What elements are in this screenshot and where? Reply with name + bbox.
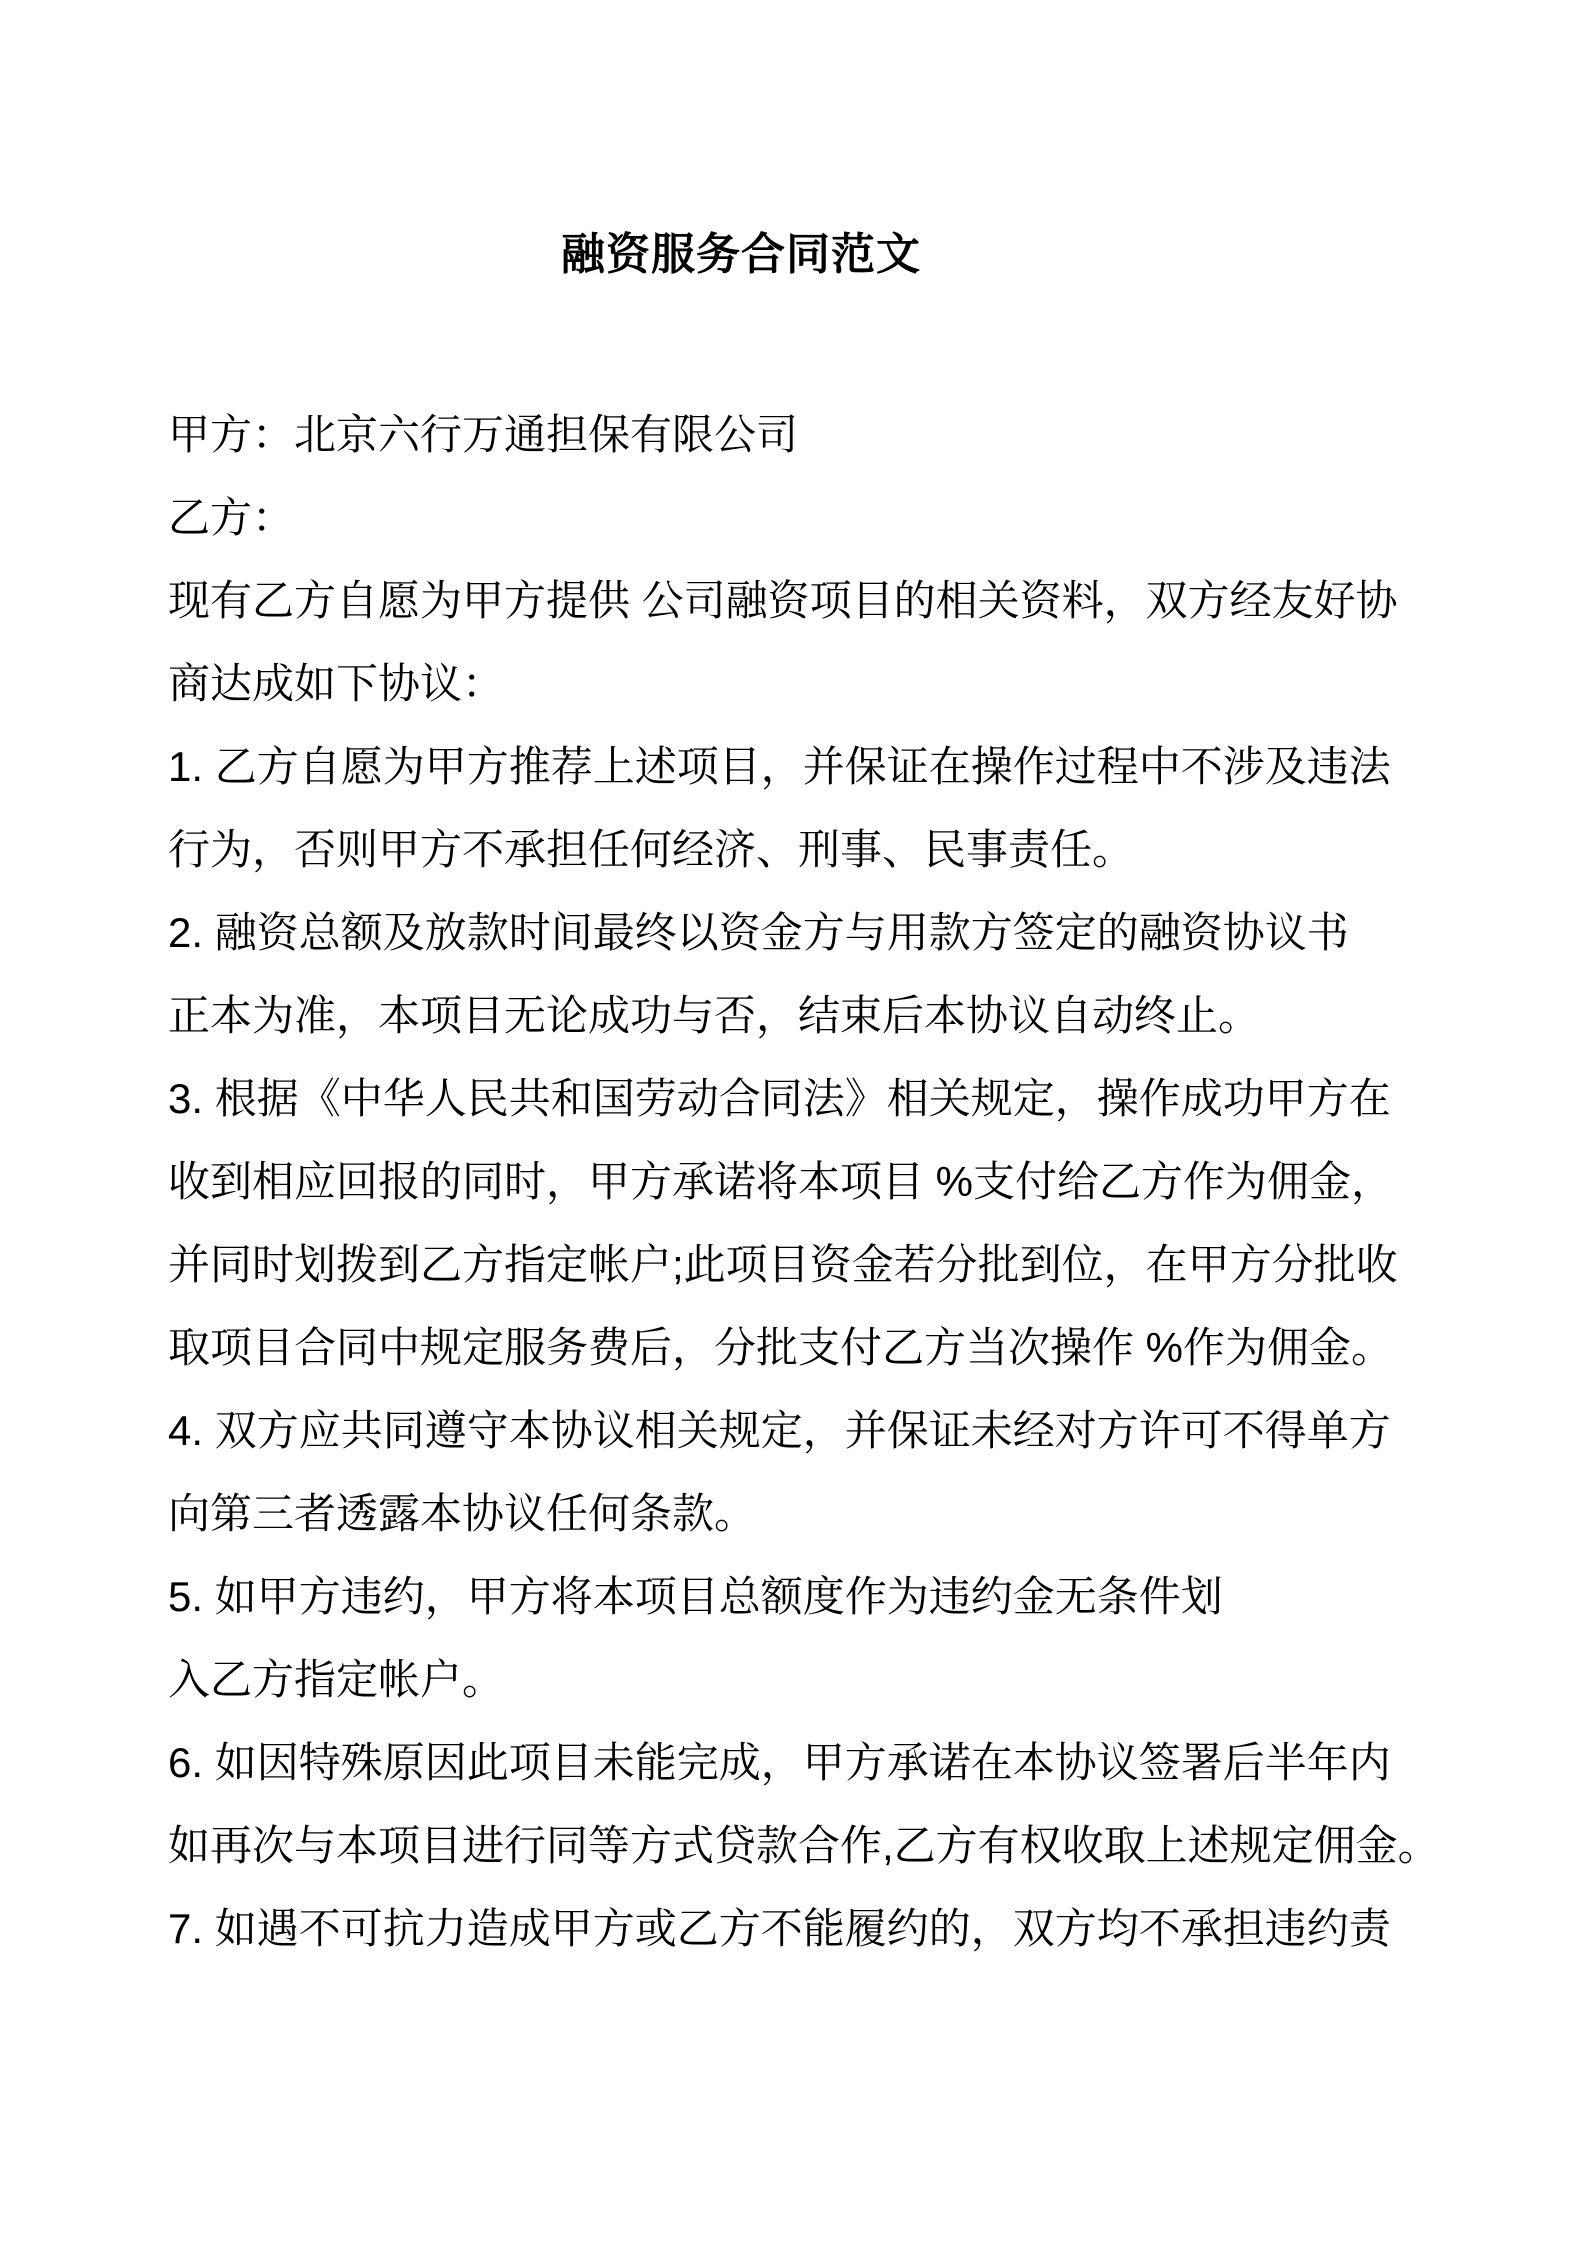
document-title: 融资服务合同范文	[561, 230, 921, 279]
line-clause-6b: 如再次与本项目进行同等方式贷款合作,乙方有权收取上述规定佣金。	[168, 1822, 1440, 1869]
document-body	[168, 393, 1438, 1970]
line-clause-7a: 7. 如遇不可抗力造成甲方或乙方不能履约的，双方均不承担违约责	[168, 1905, 1391, 1952]
line-clause-3c: 并同时划拨到乙方指定帐户;此项目资金若分批到位，在甲方分批收	[168, 1241, 1398, 1288]
line-clause-4a: 4. 双方应共同遵守本协议相关规定，并保证未经对方许可不得单方	[168, 1407, 1391, 1454]
line-preamble-2: 商达成如下协议：	[168, 660, 505, 707]
line-clause-6a: 6. 如因特殊原因此项目未能完成，甲方承诺在本协议签署后半年内	[168, 1739, 1391, 1786]
line-clause-5a: 5. 如甲方违约，甲方将本项目总额度作为违约金无条件划	[168, 1573, 1223, 1620]
line-clause-2b: 正本为准，本项目无论成功与否，结束后本协议自动终止。	[168, 992, 1261, 1039]
line-party-b: 乙方：	[168, 494, 295, 541]
line-preamble-1: 现有乙方自愿为甲方提供 公司融资项目的相关资料，双方经友好协	[168, 577, 1398, 624]
line-party-a: 甲方：北京六行万通担保有限公司	[168, 411, 799, 458]
line-clause-2a: 2. 融资总额及放款时间最终以资金方与用款方签定的融资协议书	[168, 909, 1349, 956]
line-clause-4b: 向第三者透露本协议任何条款。	[168, 1490, 757, 1537]
line-clause-1b: 行为，否则甲方不承担任何经济、刑事、民事责任。	[168, 826, 1135, 873]
line-clause-5b: 入乙方指定帐户。	[168, 1656, 505, 1703]
line-clause-1a: 1. 乙方自愿为甲方推荐上述项目，并保证在操作过程中不涉及违法	[168, 743, 1391, 790]
line-clause-3b: 收到相应回报的同时，甲方承诺将本项目 %支付给乙方作为佣金，	[168, 1158, 1394, 1205]
line-clause-3a: 3. 根据《中华人民共和国劳动合同法》相关规定，操作成功甲方在	[168, 1075, 1391, 1122]
line-clause-3d: 取项目合同中规定服务费后，分批支付乙方当次操作 %作为佣金。	[168, 1324, 1394, 1371]
